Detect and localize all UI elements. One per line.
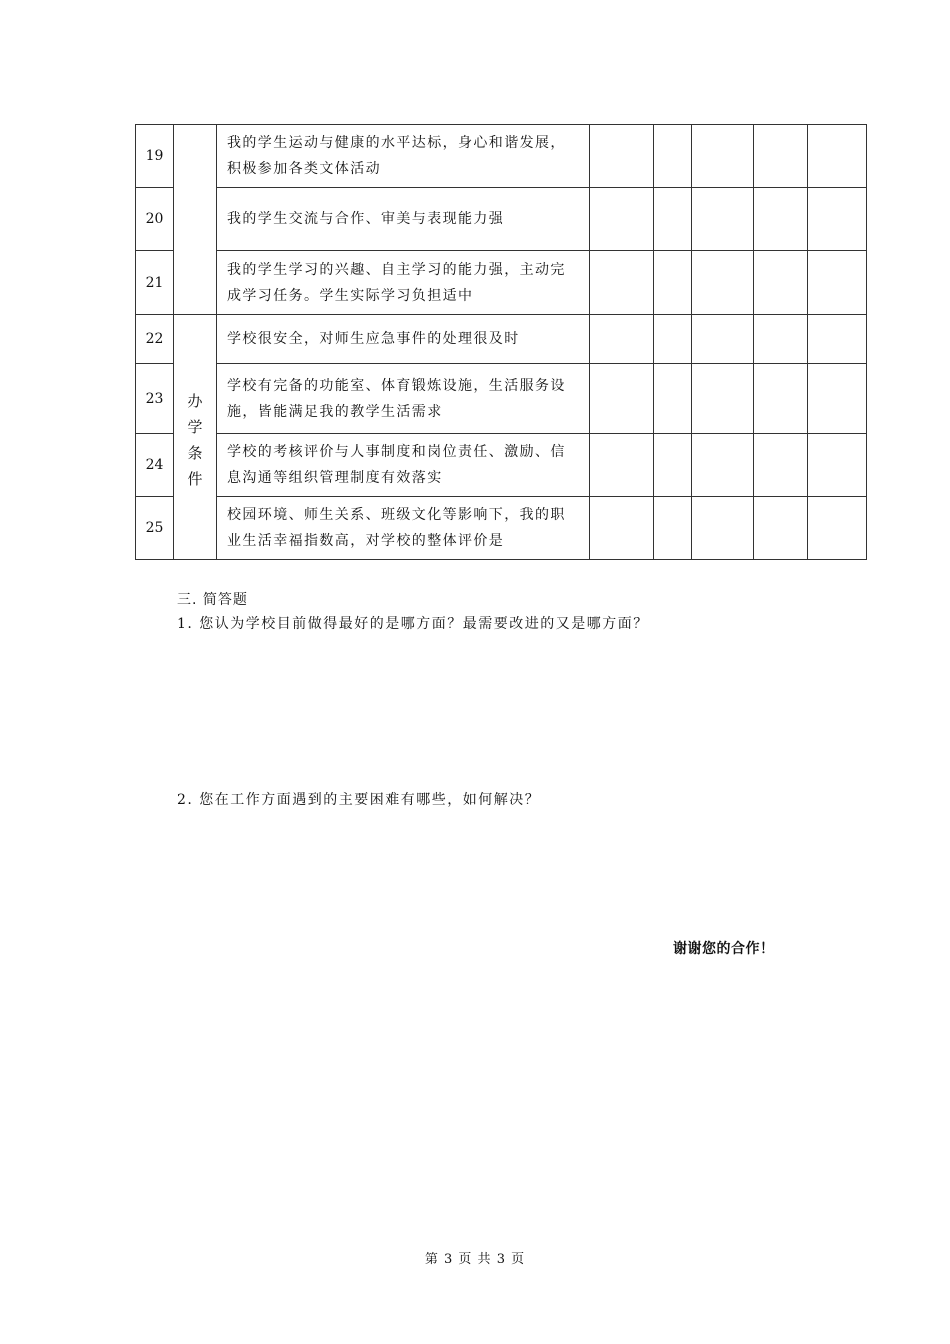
rating-cell[interactable]: [808, 434, 867, 497]
rating-cell[interactable]: [692, 251, 754, 315]
rating-cell[interactable]: [590, 497, 654, 560]
rating-cell[interactable]: [692, 434, 754, 497]
question-1: 1. 您认为学校目前做得最好的是哪方面？最需要改进的又是哪方面？: [177, 616, 649, 632]
thanks-note: 谢谢您的合作！: [673, 941, 775, 957]
page-footer: 第 3 页 共 3 页: [424, 1252, 526, 1267]
category-cell-blank: [174, 125, 217, 315]
rating-cell[interactable]: [808, 315, 867, 364]
survey-table: [135, 124, 867, 560]
item-text: 学校的考核评价与人事制度和岗位责任、激励、信息沟通等组织管理制度有效落实: [217, 434, 590, 497]
row-number: 24: [136, 434, 174, 497]
rating-cell[interactable]: [754, 251, 808, 315]
rating-cell[interactable]: [692, 497, 754, 560]
table-row: [136, 188, 867, 251]
row-number: 21: [136, 251, 174, 315]
rating-cell[interactable]: [808, 364, 867, 434]
row-number: 20: [136, 188, 174, 251]
category-label: 办学条件: [187, 392, 203, 488]
rating-cell[interactable]: [590, 188, 654, 251]
rating-cell[interactable]: [590, 364, 654, 434]
row-number: 23: [136, 364, 174, 434]
question-2: 2. 您在工作方面遇到的主要困难有哪些，如何解决？: [177, 792, 541, 808]
rating-cell[interactable]: [590, 251, 654, 315]
rating-cell[interactable]: [754, 125, 808, 188]
item-text: 学校很安全，对师生应急事件的处理很及时: [217, 315, 590, 364]
table-row: [136, 497, 867, 560]
rating-cell[interactable]: [754, 188, 808, 251]
rating-cell[interactable]: [654, 364, 692, 434]
rating-cell[interactable]: [654, 315, 692, 364]
rating-cell[interactable]: [808, 188, 867, 251]
rating-cell[interactable]: [754, 315, 808, 364]
category-cell-banxue: [174, 315, 217, 560]
table-row: [136, 364, 867, 434]
item-text: 我的学生交流与合作、审美与表现能力强: [217, 188, 590, 251]
rating-cell[interactable]: [754, 434, 808, 497]
rating-cell[interactable]: [654, 251, 692, 315]
item-text: 学校有完备的功能室、体育锻炼设施，生活服务设施，皆能满足我的教学生活需求: [217, 364, 590, 434]
rating-cell[interactable]: [808, 125, 867, 188]
rating-cell[interactable]: [654, 125, 692, 188]
row-number: 22: [136, 315, 174, 364]
rating-cell[interactable]: [808, 251, 867, 315]
rating-cell[interactable]: [692, 188, 754, 251]
rating-cell[interactable]: [590, 125, 654, 188]
rating-cell[interactable]: [654, 434, 692, 497]
rating-cell[interactable]: [654, 497, 692, 560]
rating-cell[interactable]: [692, 364, 754, 434]
table-row: [136, 315, 867, 364]
row-number: 25: [136, 497, 174, 560]
table-row: [136, 125, 867, 188]
rating-cell[interactable]: [754, 364, 808, 434]
table-row: [136, 434, 867, 497]
rating-cell[interactable]: [808, 497, 867, 560]
rating-cell[interactable]: [654, 188, 692, 251]
rating-cell[interactable]: [590, 315, 654, 364]
rating-cell[interactable]: [590, 434, 654, 497]
section-title: 三. 简答题: [177, 592, 248, 608]
rating-cell[interactable]: [754, 497, 808, 560]
item-text: 我的学生学习的兴趣、自主学习的能力强，主动完成学习任务。学生实际学习负担适中: [217, 251, 590, 315]
item-text: 校园环境、师生关系、班级文化等影响下，我的职业生活幸福指数高，对学校的整体评价是: [217, 497, 590, 560]
item-text: 我的学生运动与健康的水平达标，身心和谐发展，积极参加各类文体活动: [217, 125, 590, 188]
rating-cell[interactable]: [692, 125, 754, 188]
rating-cell[interactable]: [692, 315, 754, 364]
row-number: 19: [136, 125, 174, 188]
table-row: [136, 251, 867, 315]
